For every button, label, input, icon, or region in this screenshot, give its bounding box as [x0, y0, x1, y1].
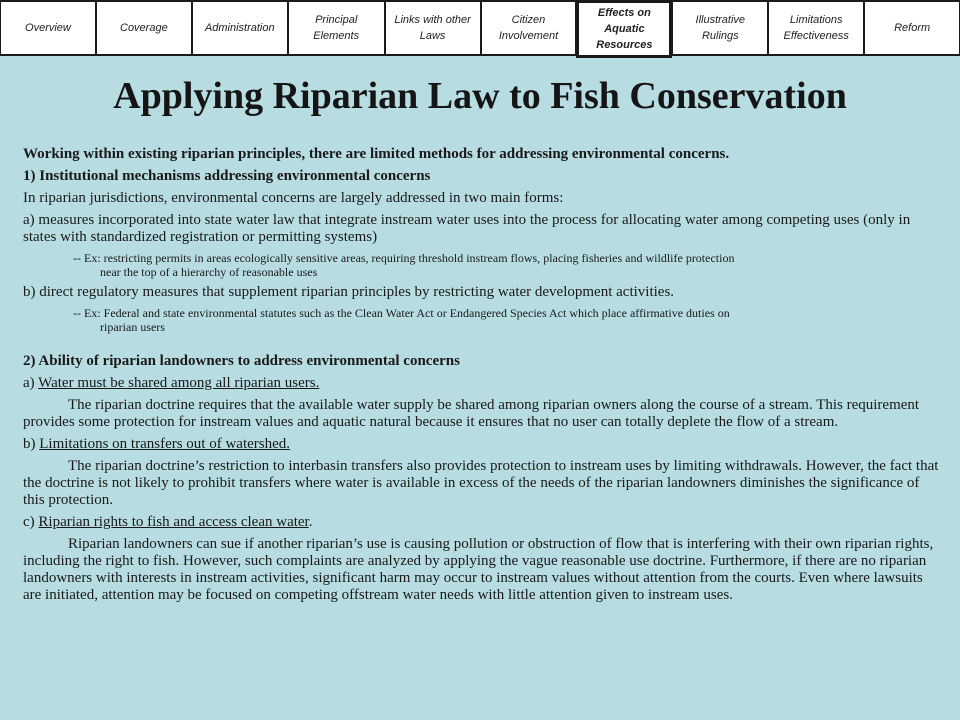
section-1-item-a-example	[73, 251, 941, 279]
item-prefix: c)	[23, 514, 39, 530]
tab-citizen-involvement[interactable]: Citizen Involvement	[481, 0, 577, 56]
section-2-item-c-text: Riparian landowners can sue if another riparian’s use is causing pollution or obstruction of flow that is interfering with their own riparian rights, including the right to fish. However, such complaints are analyzed by applying the vague reasonable use doctrine. Furthermore, if there are no riparian landowners with interests in instream activities, significant harm may occur to instream values without attention from the courts. Even where lawsuits are initiated, attention may be focused on competing offstream water needs with little attention given to instream uses.	[23, 536, 934, 603]
tab-limitations-effectiveness[interactable]: Limitations Effectiveness	[768, 0, 864, 56]
section-1-lead: In riparian jurisdictions, environmental concerns are largely addressed in two main forms:	[23, 190, 564, 206]
spacer	[23, 339, 941, 353]
item-label: Riparian rights to fish and access clean water	[38, 514, 309, 530]
tab-effects-on-aquatic-resources[interactable]: Effects on Aquatic Resources	[576, 0, 672, 58]
section-2-item-a	[23, 375, 941, 392]
section-1-item-b: b) direct regulatory measures that supplement riparian principles by restricting water development activities.	[23, 284, 675, 300]
tab-coverage[interactable]: Coverage	[96, 0, 192, 56]
section-2-item-a-text: The riparian doctrine requires that the available water supply be shared among riparian owners along the course of a stream. This requirement provides some protection for instream values and aquatic natural because it ensures that no user can totally deplete the flow of a stream.	[23, 397, 920, 430]
top-navigation	[0, 0, 960, 56]
tab-principal-elements[interactable]: Principal Elements	[288, 0, 385, 56]
page-title: Applying Riparian Law to Fish Conservation	[113, 75, 847, 117]
section-2-item-b-text: The riparian doctrine’s restriction to interbasin transfers also provides protection to instream uses by limiting withdrawals. However, the fact that the doctrine is not likely to prohibit transfers where water is available in excess of the needs of the riparian landowners diminishes the significance of this protection.	[23, 458, 939, 508]
section-1-item-b-example	[73, 306, 941, 334]
tab-links-with-other-laws[interactable]: Links with other Laws	[385, 0, 481, 56]
section-2-item-b	[23, 436, 941, 453]
tab-illustrative-rulings[interactable]: Illustrative Rulings	[672, 0, 768, 56]
item-prefix: b)	[23, 436, 40, 452]
section-2-item-c	[23, 514, 941, 531]
example-text: -- Ex: Federal and state environmental statutes such as the Clean Water Act or Endangered Species Act which place affirmative duties on	[73, 306, 730, 320]
main-content	[23, 146, 941, 609]
section-1-item-a: a) measures incorporated into state water law that integrate instream water uses into the process for allocating water among competing uses (only in states with standardized registration or permitting systems)	[23, 212, 911, 245]
intro-text: Working within existing riparian principles, there are limited methods for addressing environmental concerns.	[23, 146, 730, 162]
example-text: -- Ex: restricting permits in areas ecologically sensitive areas, requiring threshold instream flows, placing fisheries and wildlife protection	[73, 251, 735, 265]
tab-administration[interactable]: Administration	[192, 0, 288, 56]
example-text-continued: near the top of a hierarchy of reasonable uses	[100, 265, 318, 279]
section-2-heading: 2) Ability of riparian landowners to address environmental concerns	[23, 353, 460, 369]
tab-overview[interactable]: Overview	[0, 0, 96, 56]
tab-reform[interactable]: Reform	[864, 0, 960, 56]
item-prefix: a)	[23, 375, 39, 391]
section-1-heading: 1) Institutional mechanisms addressing environmental concerns	[23, 168, 431, 184]
example-text-continued: riparian users	[100, 320, 165, 334]
item-suffix: .	[308, 514, 313, 530]
item-label: Limitations on transfers out of watershed.	[39, 436, 291, 452]
item-label: Water must be shared among all riparian users.	[38, 375, 320, 391]
